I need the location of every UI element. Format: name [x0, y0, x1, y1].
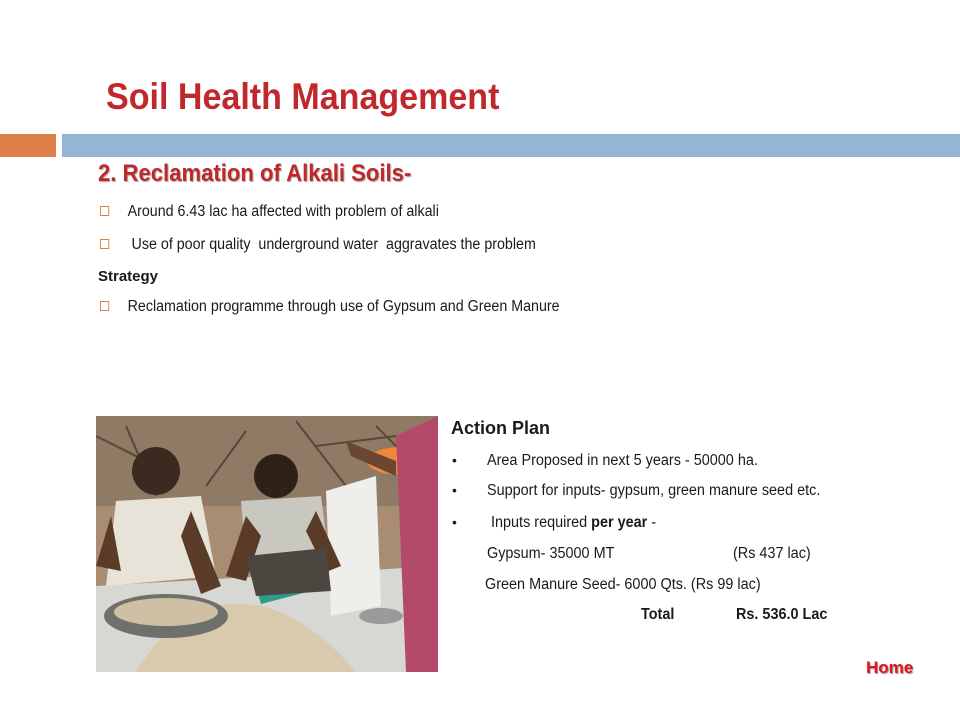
home-link[interactable]: Home	[866, 658, 914, 677]
square-bullet-icon	[100, 239, 109, 249]
seed-line: Green Manure Seed- 6000 Qts. (Rs 99 lac)	[485, 576, 761, 593]
bullet-text: Reclamation programme through use of Gypsum and Green Manure	[127, 298, 560, 315]
slide-title: Soil Health Management	[106, 76, 500, 117]
gypsum-label: Gypsum- 35000 MT	[487, 545, 615, 562]
total-label: Total	[641, 606, 675, 623]
square-bullet-icon	[100, 206, 109, 216]
list-item	[100, 298, 560, 316]
accent-bar-blue	[62, 134, 960, 157]
accent-bar-orange	[0, 134, 56, 157]
bullet-dot-icon: •	[452, 482, 457, 498]
bullet-dot-icon: •	[452, 452, 457, 468]
inputs-bold-text: per year	[591, 514, 648, 531]
bullet-text: Around 6.43 lac ha affected with problem of alkali	[127, 203, 439, 220]
list-item	[100, 203, 439, 221]
action-item: Support for inputs- gypsum, green manure seed etc.	[487, 482, 821, 499]
inputs-suffix: -	[647, 514, 657, 531]
workers-mixing-gypsum-photo	[96, 416, 438, 672]
list-item	[100, 236, 536, 254]
strategy-heading: Strategy	[98, 268, 159, 285]
action-item: Area Proposed in next 5 years - 50000 ha.	[487, 452, 758, 469]
inputs-text: Inputs required	[487, 514, 592, 531]
section-subtitle: 2. Reclamation of Alkali Soils-	[98, 160, 412, 187]
bullet-text: Use of poor quality underground water aggravates the problem	[127, 236, 536, 253]
total-value: Rs. 536.0 Lac	[736, 606, 828, 623]
action-plan-heading: Action Plan	[451, 418, 551, 438]
square-bullet-icon	[100, 301, 109, 311]
gypsum-cost: (Rs 437 lac)	[733, 545, 811, 562]
action-item	[487, 514, 656, 532]
bullet-dot-icon: •	[452, 514, 457, 530]
